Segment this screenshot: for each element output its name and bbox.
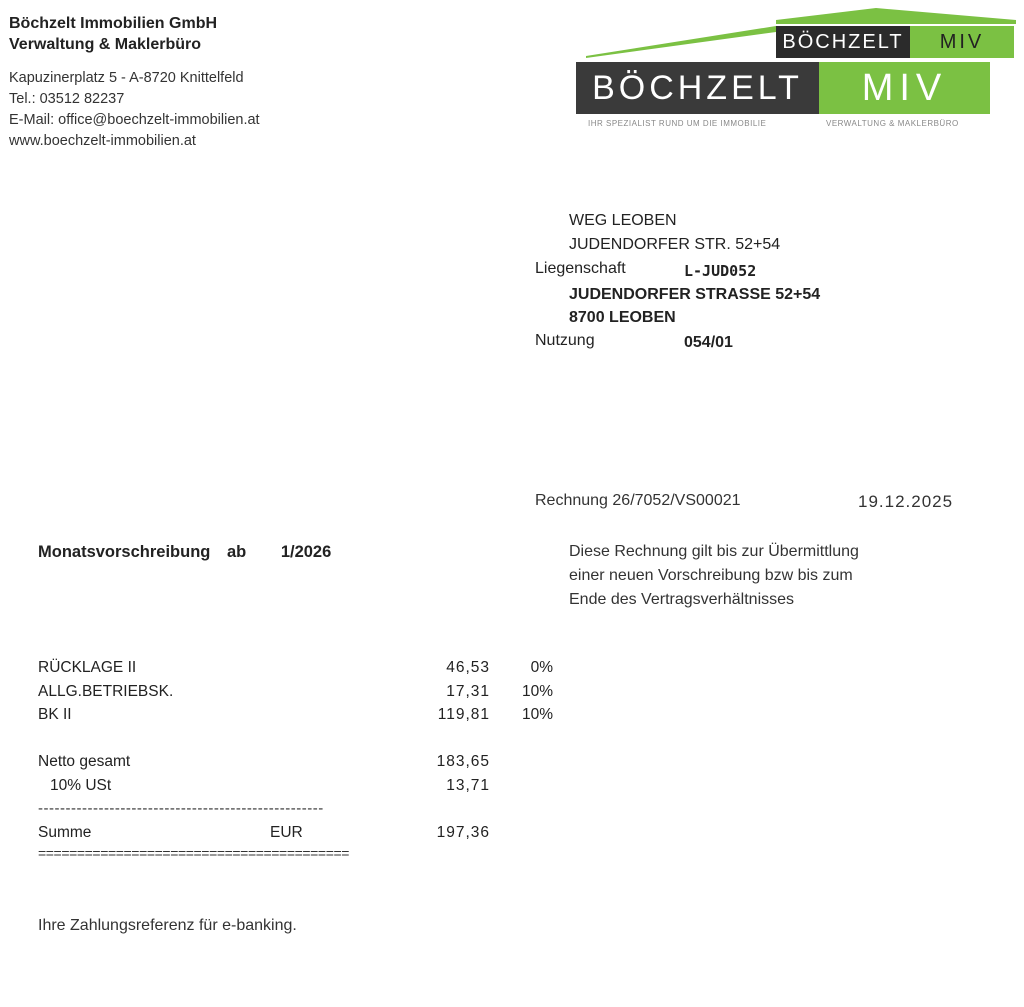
heading-ab: ab: [226, 543, 247, 561]
netto-amount: 183,65: [436, 753, 490, 770]
item-tax: 10%: [521, 706, 553, 723]
payment-reference-text: Ihre Zahlungsreferenz für e-banking.: [38, 917, 297, 934]
item-amount: 46,53: [446, 659, 490, 676]
heading-period: 1/2026: [280, 543, 332, 561]
company-name: [9, 13, 217, 55]
note-line-1: Diese Rechnung gilt bis zur Übermittlung: [569, 543, 859, 560]
property-street: JUDENDORFER STRASSE 52+54: [569, 286, 821, 303]
sender-contact: [9, 68, 260, 152]
liegenschaft-label: Liegenschaft: [535, 260, 626, 277]
dash-rule: ----------------------------------------------------: [38, 800, 324, 817]
note-line-3: Ende des Vertragsverhältnisses: [569, 591, 795, 608]
item-tax: 10%: [521, 683, 553, 700]
sender-phone: Tel.: 03512 82237: [9, 91, 125, 107]
logo-small-left: BÖCHZELT: [776, 26, 910, 58]
netto-label: Netto gesamt: [38, 753, 131, 770]
double-rule: ========================================: [38, 845, 350, 861]
item-amount: 119,81: [437, 706, 490, 723]
item-label: RÜCKLAGE II: [38, 659, 137, 676]
company-line-1: Böchzelt Immobilien GmbH: [9, 15, 218, 32]
recipient-line-2: JUDENDORFER STR. 52+54: [569, 236, 781, 253]
logo-tagline-right: VERWALTUNG & MAKLERBÜRO: [826, 119, 959, 128]
company-line-2: Verwaltung & Maklerbüro: [9, 36, 202, 53]
ust-label: 10% USt: [50, 777, 112, 794]
nutzung-label: Nutzung: [535, 332, 595, 349]
sender-address: Kapuzinerplatz 5 - A-8720 Knittelfeld: [9, 70, 244, 86]
property-city: 8700 LEOBEN: [569, 309, 676, 326]
logo-main: [576, 62, 990, 114]
logo-tagline-left: IHR SPEZIALIST RUND UM DIE IMMOBILIE: [588, 119, 767, 128]
item-amount: 17,31: [446, 683, 490, 700]
liegenschaft-code: L-JUD052: [684, 262, 757, 280]
logo-small: [776, 26, 1014, 58]
heading-title: Monatsvorschreibung: [38, 543, 211, 561]
document-heading: [38, 543, 331, 562]
item-label: BK II: [38, 706, 72, 723]
ust-amount: 13,71: [446, 777, 490, 794]
sender-email: E-Mail: office@boechzelt-immobilien.at: [9, 112, 260, 128]
recipient-line-1: WEG LEOBEN: [569, 212, 677, 229]
summe-label: Summe: [38, 824, 92, 841]
logo-small-right: MIV: [910, 26, 1014, 58]
sender-web: www.boechzelt-immobilien.at: [9, 133, 196, 149]
invoice-number: Rechnung 26/7052/VS00021: [535, 492, 741, 509]
company-logo: [576, 6, 1018, 136]
note-line-2: einer neuen Vorschreibung bzw bis zum: [569, 567, 853, 584]
logo-main-right: MIV: [819, 62, 990, 114]
item-label: ALLG.BETRIEBSK.: [38, 683, 174, 700]
summe-amount: 197,36: [436, 824, 490, 841]
validity-note: [569, 540, 859, 612]
nutzung-value: 054/01: [684, 334, 733, 351]
invoice-date: 19.12.2025: [858, 492, 954, 511]
currency-label: EUR: [270, 824, 303, 841]
item-tax: 0%: [530, 659, 553, 676]
logo-main-left: BÖCHZELT: [576, 62, 819, 114]
